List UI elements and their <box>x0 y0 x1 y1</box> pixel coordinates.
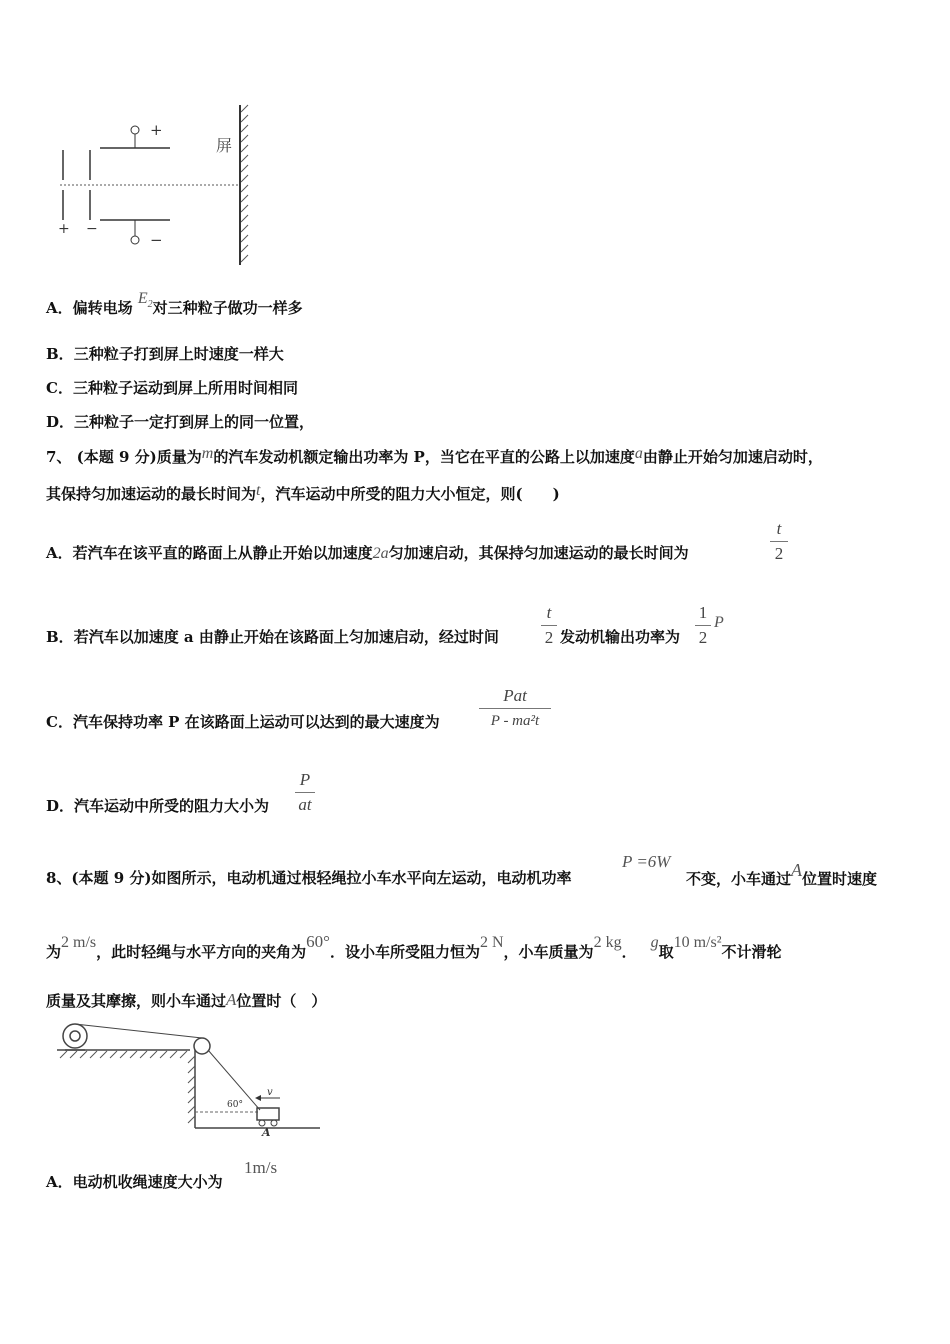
q8-a-speed-value: 1m/s <box>244 1158 278 1177</box>
fig-point-a-label: A <box>262 1126 271 1139</box>
q6-option-d[interactable]: D．三种粒子一定打到屏上的同一位置， <box>46 413 315 431</box>
q6-option-a[interactable]: A．偏转电场 $E_2$对三种粒子做功一样多 <box>46 290 303 317</box>
q7-a-fraction: t 2 <box>770 519 788 564</box>
top-plate-plus: + <box>150 121 163 139</box>
q8-stem-line3: 质量及其摩擦，则小车通过A位置时（ ） <box>46 990 327 1010</box>
q6-option-c[interactable]: C．三种粒子运动到屏上所用时间相同 <box>46 379 298 397</box>
q6-option-b[interactable]: B．三种粒子打到屏上时速度一样大 <box>46 345 284 363</box>
source-minus: − <box>86 221 98 237</box>
fig-velocity-label: v <box>267 1087 273 1098</box>
q7-option-a[interactable]: A．若汽车在该平直的路面上从静止开始以加速度2a匀加速启动，其保持匀加速运动的最长时间为 <box>46 544 689 562</box>
q7-b-power-symbol: P <box>714 614 724 631</box>
q8-stem-line1-cont: 不变，小车通过A位置时速度 <box>686 860 878 888</box>
q7-stem-line1: 7、 (本题 9 分)质量为m的汽车发动机额定输出功率为 P，当它在平直的公路上以加速度a由静止开始匀加速启动时， <box>46 445 823 466</box>
q8-stem-line1: 8、(本题 9 分)如图所示，电动机通过根轻绳拉小车水平向左运动，电动机功率 <box>46 869 572 887</box>
q8-option-a[interactable]: A．电动机收绳速度大小为 <box>46 1173 223 1191</box>
fig-angle-label: 60° <box>227 1100 243 1110</box>
q7-b-fraction-time: t 2 <box>541 603 557 648</box>
q7-d-fraction: P at <box>295 770 315 815</box>
q7-option-c[interactable]: C．汽车保持功率 P 在该路面上运动可以达到的最大速度为 <box>46 713 440 731</box>
q7-option-d[interactable]: D．汽车运动中所受的阻力大小为 <box>46 797 270 815</box>
bottom-plate-minus: − <box>150 231 163 249</box>
q7-option-b-cont: 发动机输出功率为 <box>560 628 681 646</box>
q7-c-fraction: Pat P - ma²t <box>479 686 551 731</box>
screen-label: 屏 <box>216 136 233 155</box>
motor-cart-diagram <box>55 1018 345 1143</box>
q7-stem-line2: 其保持匀加速运动的最长时间为t，汽车运动中所受的阻力大小恒定，则( ) <box>46 482 560 503</box>
source-plus: + <box>58 221 70 237</box>
q8-power-value: P =6W <box>622 852 671 871</box>
q7-b-fraction-half: 1 2 <box>695 603 711 648</box>
q7-option-b[interactable]: B．若汽车以加速度 a 由静止开始在该路面上匀加速启动，经过时间 <box>46 628 499 646</box>
q8-stem-line2: 为2 m/s，此时轻绳与水平方向的夹角为60°．设小车所受阻力恒为2 N，小车质量为2 kg．g取10 m/s²不计滑轮 <box>46 932 782 961</box>
